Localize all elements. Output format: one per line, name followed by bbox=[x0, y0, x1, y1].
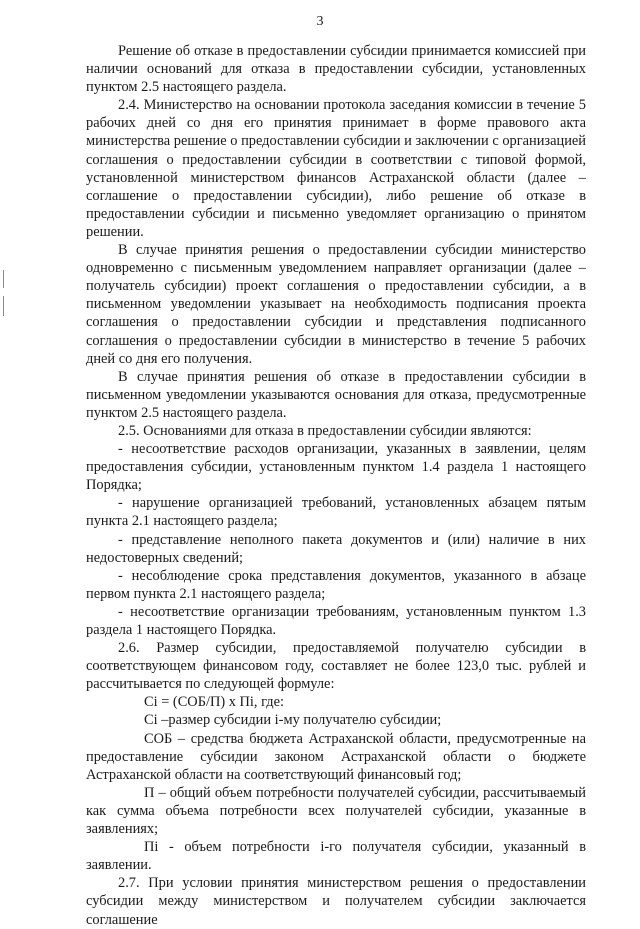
scan-margin-mark bbox=[3, 270, 4, 288]
paragraph-2-7: 2.7. При условии принятия министерством решения о предоставлении субсидии между министерством и получателем субсидии заключается соглашение bbox=[86, 875, 586, 928]
paragraph-grant-decision: В случае принятия решения о предоставлении субсидии министерство одновременно с письменным уведомлением направляет организации (далее – получатель субсидии) проект соглашения о предоставлении субсидии, а в письменном уведомлении указывает на необходимость подписания проекта соглашения о предоставлении субсидии и представления подписанного соглашения о предоставлении субсидии в министерство в течение 5 рабочих дней со дня его получения. bbox=[86, 242, 586, 367]
page-number: 3 bbox=[316, 14, 324, 29]
list-item-incomplete-documents: - представление неполного пакета документов и (или) наличие в них недостоверных сведений; bbox=[86, 531, 586, 566]
paragraph-2-4: 2.4. Министерство на основании протокола заседания комиссии в течение 5 рабочих дней со дня его принятия принимает в форме правового акта министерства решение о предоставлении субсидии и заключении с организацией соглашения о предоставлении субсидии в соответствии с типовой формой, установленной министерством финансов Астраханской области (далее – соглашение о предоставлении субсидии), либо решение об отказе в предоставлении субсидии и письменно уведомляет организацию о принятом решении. bbox=[86, 97, 586, 240]
list-item-deadline-missed: - несоблюдение срока представления документов, указанного в абзаце первом пункта 2.1 настоящего раздела; bbox=[86, 567, 586, 602]
list-item-expense-mismatch: - несоответствие расходов организации, указанных в заявлении, целям предоставления субсидии, установленным пунктом 1.4 раздела 1 настоящего Порядка; bbox=[86, 441, 586, 494]
paragraph-refusal-decision: Решение об отказе в предоставлении субсидии принимается комиссией при наличии оснований для отказа в предоставлении субсидии, установленных пунктом 2.5 настоящего раздела. bbox=[86, 43, 586, 96]
paragraph-2-6: 2.6. Размер субсидии, предоставляемой получателю субсидии в соответствующем финансовом году, составляет не более 123,0 тыс. рублей и рассчитывается по следующей формуле: bbox=[86, 640, 586, 693]
formula-term-ci: Ci –размер субсидии i-му получателю субсидии; bbox=[144, 712, 442, 729]
scan-margin-mark bbox=[3, 296, 4, 316]
formula: Ci = (СОБ/П) x Пi, где: bbox=[144, 694, 285, 711]
paragraph-refusal-notice: В случае принятия решения об отказе в предоставлении субсидии в письменном уведомлении указываются основания для отказа, предусмотренные пунктом 2.5 настоящего раздела. bbox=[86, 368, 586, 421]
list-item-organization-mismatch: - несоответствие организации требованиям, установленным пунктом 1.3 раздела 1 настоящего Порядка. bbox=[86, 603, 586, 638]
list-item-requirement-violation: - нарушение организацией требований, установленных абзацем пятым пункта 2.1 настоящего раздела; bbox=[86, 495, 586, 530]
formula-term-sob: СОБ – средства бюджета Астраханской области, предусмотренные на предоставление субсидии законом Астраханской области о бюджете Астраханской области на соответствующий финансовый год; bbox=[86, 730, 586, 783]
paragraph-2-5: 2.5. Основаниями для отказа в предоставлении субсидии являются: bbox=[118, 422, 532, 439]
formula-term-p: П – общий объем потребности получателей субсидии, рассчитываемый как сумма объема потребности всех получателей субсидии, указанные в заявлениях; bbox=[86, 784, 586, 838]
document-body bbox=[86, 42, 586, 929]
formula-term-pi: Пi - объем потребности i-го получателя субсидии, указанный в заявлении. bbox=[86, 839, 586, 874]
